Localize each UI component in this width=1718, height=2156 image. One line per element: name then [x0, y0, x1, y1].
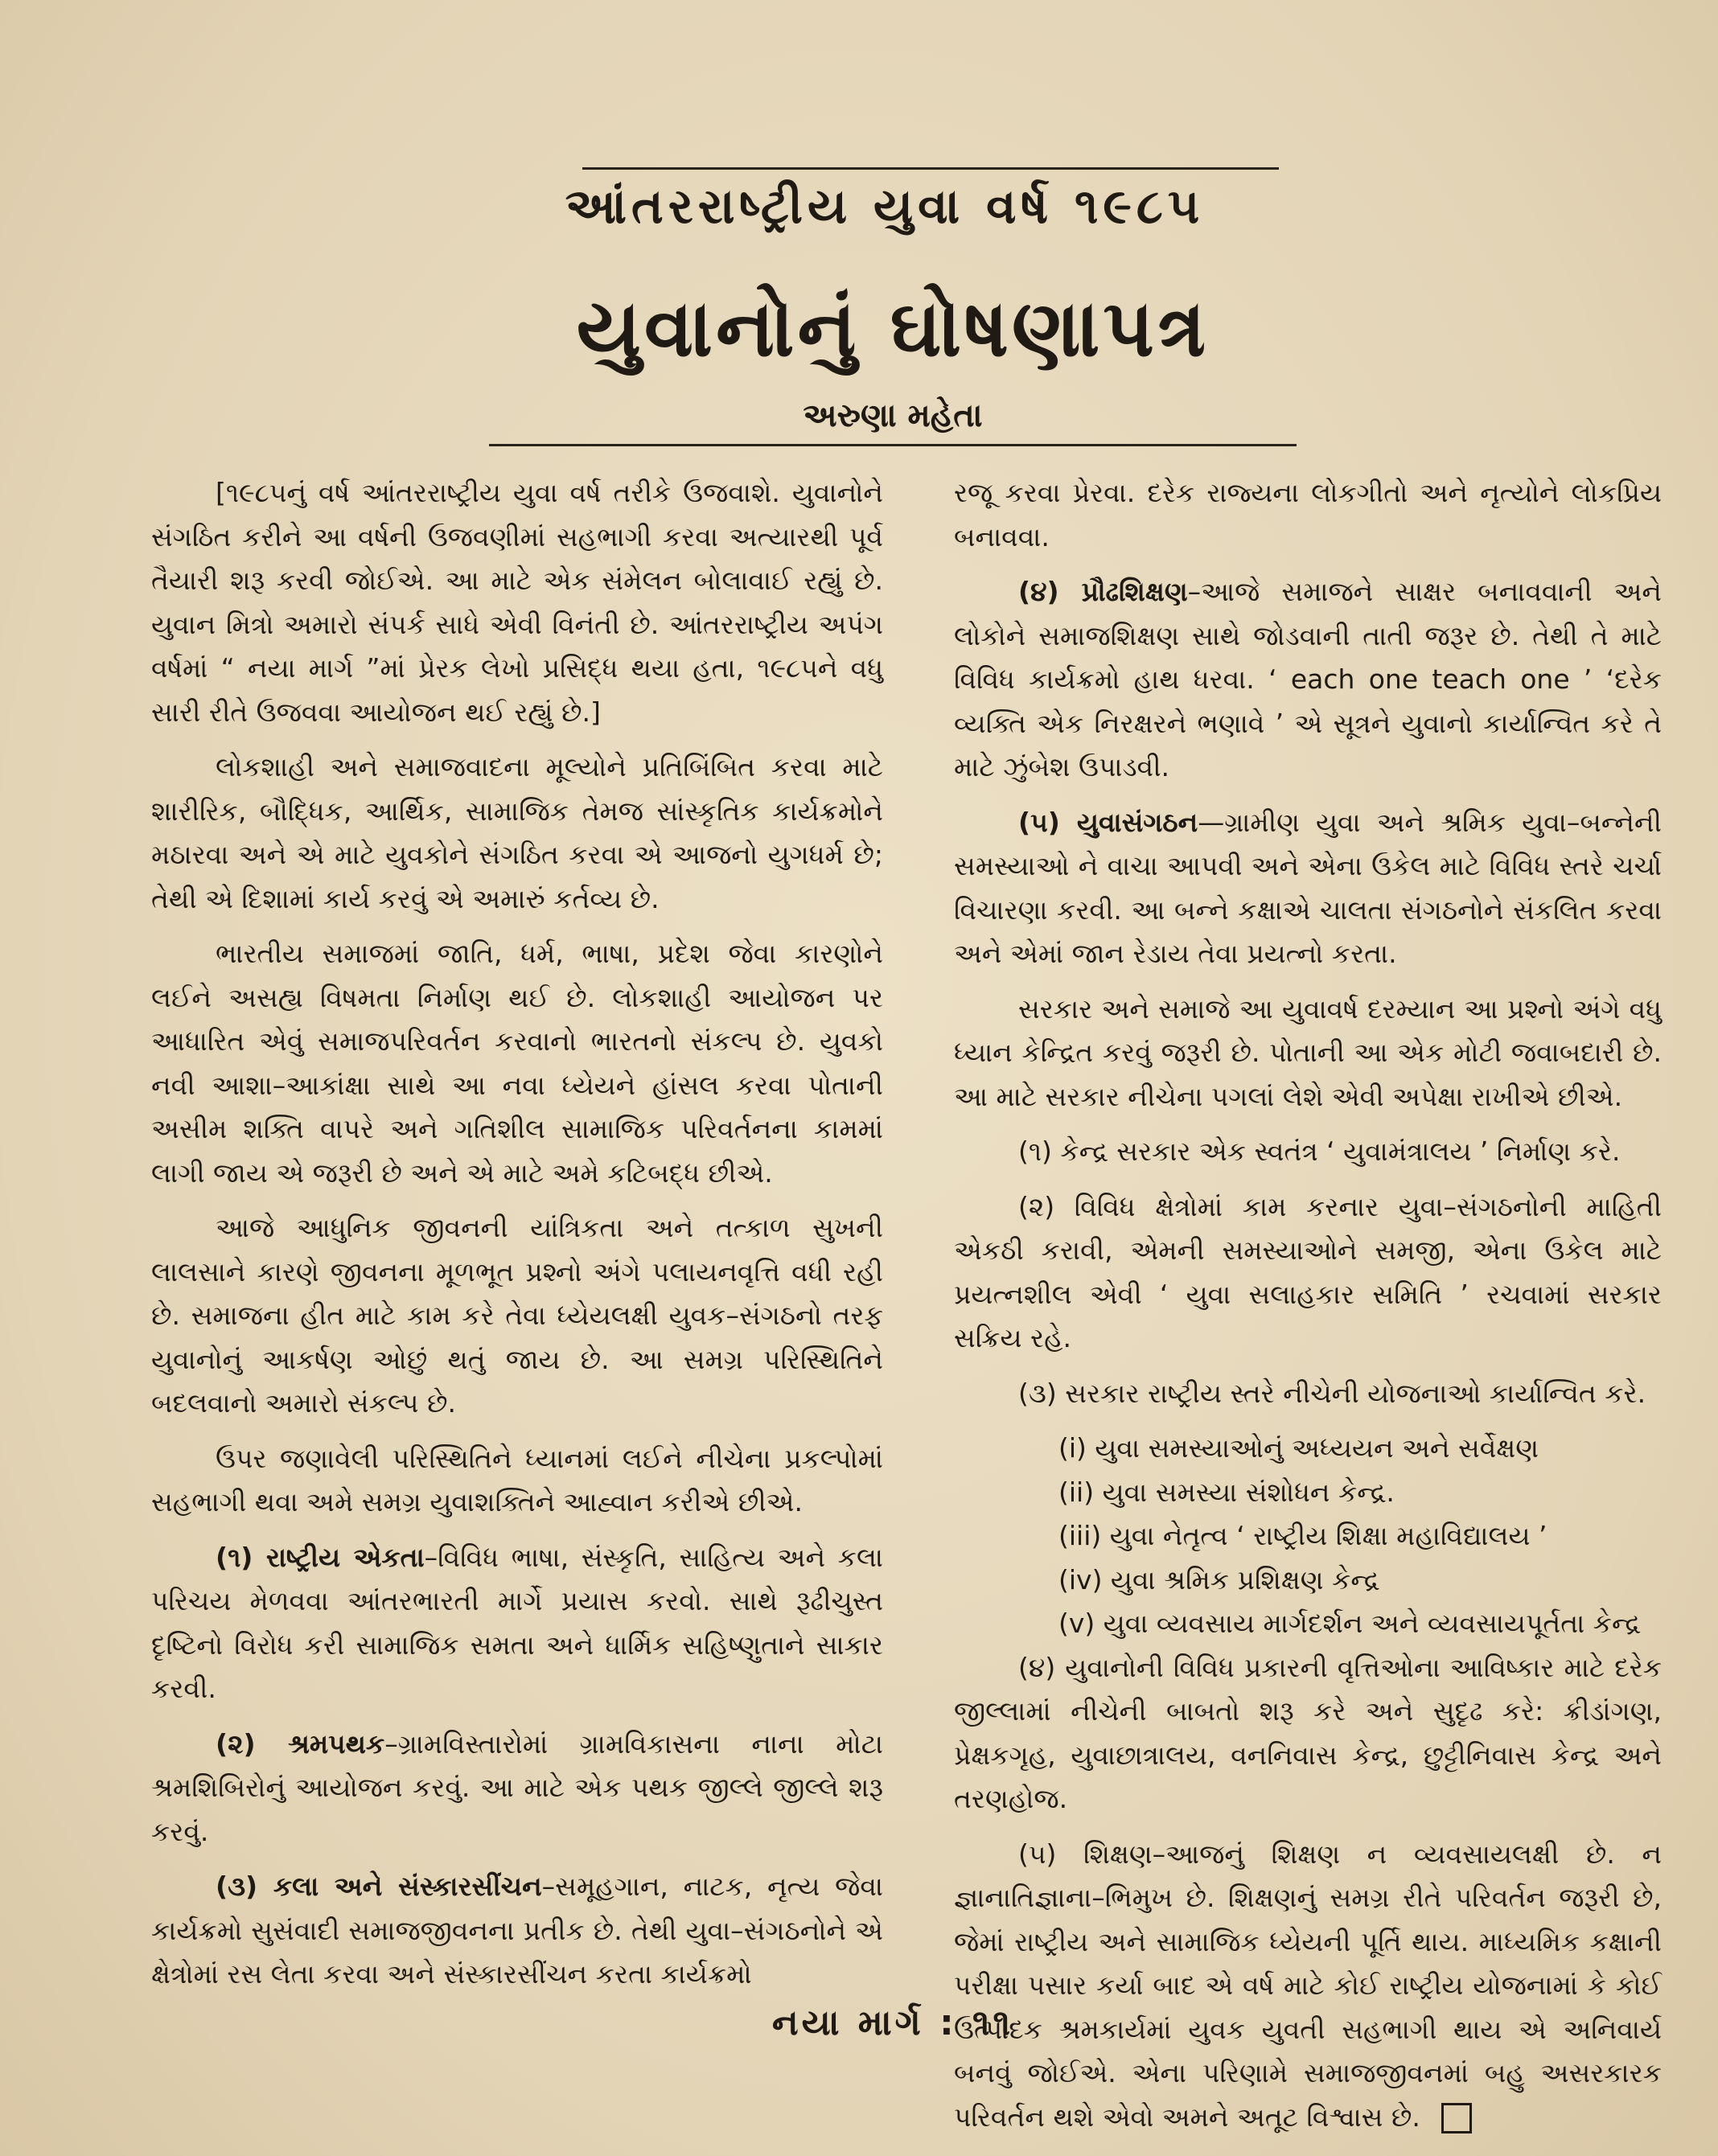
- item-text: –વિવિધ ભાષા, સંસ્કૃતિ, સાહિત્ય અને કલા પરિચય મેળવવા આંતરભારતી માર્ગે પ્રયાસ કરવો. સાથે રૂઢીચુસ્ત દૃષ્ટિનો વિરોધ કરી સામાજિક સમતા અને ધાર્મિક સહિષ્ણુતાને સાકાર કરવી.: [151, 1541, 883, 1704]
- header-bottom-rule: [489, 444, 1297, 446]
- gov-item: (૪) યુવાનોની વિવિધ પ્રકારની વૃત્તિઓના આવિષ્કાર માટે દરેક જીલ્લામાં નીચેની બાબતો શરૂ કરે અને સુદૃઢ કરે: ક્રીડાંગણ, પ્રેક્ષકગૃહ, યુવાછાત્રાલય, વનનિવાસ કેન્દ્ર, છુટ્ટીનિવાસ કેન્દ્ર અને તરણહોજ.: [954, 1651, 1662, 1814]
- item-heading: (૩) કલા અને સંસ્કારસીંચન: [216, 1871, 542, 1902]
- list-item: [954, 801, 1662, 976]
- gov-item-text: (૫) શિક્ષણ–આજનું શિક્ષણ ન વ્યવસાયલક્ષી છે. ન જ્ઞાનાતિજ્ઞાના–ભિમુખ છે. શિક્ષણનું સમગ્ર રીતે પરિવર્તન જરૂરી છે, જેમાં રાષ્ટ્રીય અને સામાજિક ધ્યેયની પૂર્તિ થાય. માધ્યમિક કક્ષાની પરીક્ષા પસાર કર્યા બાદ એ વર્ષ માટે કોઈ રાષ્ટ્રીય યોજનામાં કે કોઈ ઉત્પાદક શ્રમકાર્યમાં યુવક યુવતી સહભાગી થાય એ અનિવાર્ય બનવું જોઈએ. એના પરિણામે સમાજજીવનમાં બહુ અસરકારક પરિવર્તન થશે એવો અમને અતૂટ વિશ્વાસ છે.: [954, 1838, 1662, 2133]
- sub-list-item: (iii) યુવા નેતૃત્વ ‘ રાષ્ટ્રીય શિક્ષા મહાવિદ્યાલય ’: [1058, 1520, 1547, 1551]
- page-footer: નયા માર્ગ : ૧૧: [771, 2002, 1014, 2043]
- left-column: [151, 471, 883, 2008]
- end-mark-icon: [1441, 2103, 1472, 2133]
- gov-item: (૧) કેન્દ્ર સરકાર એક સ્વતંત્ર ‘ યુવામંત્રાલય ’ નિર્માણ કરે.: [1018, 1135, 1621, 1167]
- item-text: –ગ્રામવિસ્તારોમાં ગ્રામવિકાસના નાના મોટા શ્રમશિબિરોનું આયોજન કરવું. આ માટે એક પથક જીલ્લે જીલ્લે શરૂ કરવું.: [151, 1727, 884, 1847]
- item-heading: (૪) પ્રૌઢશિક્ષણ: [1018, 576, 1188, 607]
- paragraph: આજે આધુનિક જીવનની યાંત્રિકતા અને તત્કાળ સુખની લાલસાને કારણે જીવનના મૂળભૂત પ્રશ્નો અંગે પલાયનવૃત્તિ વધી રહી છે. સમાજના હીત માટે કામ કરે તેવા ધ્યેયલક્ષી યુવક–સંગઠનો તરફ યુવાનોનું આકર્ષણ ઓછું થતું જાય છે. આ સમગ્ર પરિસ્થિતિને બદલવાનો અમારો સંકલ્પ છે.: [151, 1212, 883, 1419]
- paragraph: લોકશાહી અને સમાજવાદના મૂલ્યોને પ્રતિબિંબિત કરવા માટે શારીરિક, બૌદ્ધિક, આર્થિક, સામાજિક તેમજ સાંસ્કૃતિક કાર્યક્રમોને મઠારવા અને એ માટે યુવકોને સંગઠિત કરવા એ આજનો યુગધર્મ છે; તેથી એ દિશામાં કાર્ય કરવું એ અમારું કર્તવ્ય છે.: [151, 751, 883, 914]
- article-title: યુવાનોનું ઘોષણાપત્ર: [576, 283, 1210, 375]
- item-text: –સમૂહગાન, નાટક, નૃત્ય જેવા કાર્યક્રમો સુસંવાદી સમાજજીવનના પ્રતીક છે. તેથી યુવા–સંગઠનોને એ ક્ષેત્રોમાં રસ લેતા કરવા અને સંસ્કારસીંચન કરતા કાર્યક્રમો: [151, 1871, 883, 1990]
- intro-note: [૧૯૮૫નું વર્ષ આંતરરાષ્ટ્રીય યુવા વર્ષ તરીકે ઉજવાશે. યુવાનોને સંગઠિત કરીને આ વર્ષની ઉજવણીમાં સહભાગી કરવા અત્યારથી પૂર્વ તૈયારી શરૂ કરવી જોઈએ. આ માટે એક સંમેલન બોલાવાઈ રહ્યું છે. યુવાન મિત્રો અમારો સંપર્ક સાધે એવી વિનંતી છે. આંતરરાષ્ટ્રીય અપંગ વર્ષમાં “ નયા માર્ગ ”માં પ્રેરક લેખો પ્રસિદ્ધ થયા હતા, ૧૯૮૫ને વધુ સારી રીતે ઉજવવા આયોજન થઈ રહ્યું છે.]: [151, 477, 883, 728]
- item-heading: (૧) રાષ્ટ્રીય એકતા: [216, 1541, 425, 1573]
- paragraph: સરકાર અને સમાજે આ યુવાવર્ષ દરમ્યાન આ પ્રશ્નો અંગે વધુ ધ્યાન કેન્દ્રિત કરવું જરૂરી છે. પોતાની આ એક મોટી જવાબદારી છે. આ માટે સરકાર નીચેના પગલાં લેશે એવી અપેક્ષા રાખીએ છીએ.: [954, 992, 1662, 1112]
- right-column: [954, 471, 1662, 2150]
- header-top-rule: [582, 167, 1279, 170]
- list-item: [151, 1723, 883, 1854]
- paragraph-continued: રજૂ કરવા પ્રેરવા. દરેક રાજ્યના લોકગીતો અને નૃત્યોને લોકપ્રિય બનાવવા.: [954, 477, 1662, 552]
- paragraph: ઉપર જણાવેલી પરિસ્થિતિને ધ્યાનમાં લઈને નીચેના પ્રકલ્પોમાં સહભાગી થવા અમે સમગ્ર યુવાશક્તિને આહ્વાન કરીએ છીએ.: [151, 1442, 883, 1517]
- gov-item: (૩) સરકાર રાષ્ટ્રીય સ્તરે નીચેની યોજનાઓ કાર્યાન્વિત કરે.: [1018, 1377, 1646, 1409]
- list-item: [954, 570, 1662, 790]
- sub-list-item: (v) યુવા વ્યવસાય માર્ગદર્શન અને વ્યવસાયપૂર્તતા કેન્દ્ર: [1058, 1608, 1642, 1639]
- item-heading: (૨) શ્રમપથક: [216, 1727, 385, 1760]
- list-item: [151, 1865, 883, 1997]
- sub-list-item: (iv) યુવા શ્રમિક પ્રશિક્ષણ કેન્દ્ર: [1058, 1563, 1380, 1595]
- item-heading: (૫) યુવાસંગઠન: [1018, 806, 1198, 838]
- author-byline: અરુણા મહેતા: [803, 397, 983, 434]
- paragraph: ભારતીય સમાજમાં જાતિ, ધર્મ, ભાષા, પ્રદેશ જેવા કારણોને લઈને અસહ્ય વિષમતા નિર્માણ થઈ છે. લોકશાહી આયોજન પર આધારિત એવું સમાજપરિવર્તન કરવાનો ભારતનો સંકલ્પ છે. યુવકો નવી આશા–આકાંક્ષા સાથે આ નવા ધ્યેયને હાંસલ કરવા પોતાની અસીમ શક્તિ વાપરે અને ગતિશીલ સામાજિક પરિવર્તનના કામમાં લાગી જાય એ જરૂરી છે અને એ માટે અમે કટિબદ્ધ છીએ.: [151, 938, 883, 1189]
- list-item: [151, 1536, 883, 1711]
- sub-list-item: (ii) યુવા સમસ્યા સંશોધન કેન્દ્ર.: [1058, 1476, 1395, 1508]
- sub-list-item: (i) યુવા સમસ્યાઓનું અધ્યયન અને સર્વેક્ષણ: [1058, 1432, 1539, 1464]
- item-text: –આજે સમાજને સાક્ષર બનાવવાની અને લોકોને સમાજશિક્ષણ સાથે જોડવાની તાતી જરૂર છે. તેથી તે માટે વિવિધ કાર્યક્રમો હાથ ધરવા. ‘ each one teach one ’ ‘દરેક વ્યક્તિ એક નિરક્ષરને ભણાવે ’ એ સૂત્રને યુવાનો કાર્યાન્વિત કરે તે માટે ઝુંબેશ ઉપાડવી.: [954, 576, 1663, 782]
- gov-item: [954, 1833, 1662, 2140]
- gov-item: (૨) વિવિધ ક્ષેત્રોમાં કામ કરનાર યુવા–સંગઠનોની માહિતી એકઠી કરાવી, એમની સમસ્યાઓને સમજી, એના ઉકેલ માટે પ્રયત્નશીલ એવી ‘ યુવા સલાહકાર સમિતિ ’ રચવામાં સરકાર સક્રિય રહે.: [954, 1190, 1662, 1353]
- item-text: —ગ્રામીણ યુવા અને શ્રમિક યુવા–બન્નેની સમસ્યાઓ ને વાચા આપવી અને એના ઉકેલ માટે વિવિધ સ્તરે ચર્ચા વિચારણા કરવી. આ બન્ને કક્ષાએ ચાલતા સંગઠનોને સંકલિત કરવા અને એમાં જાન રેડાય તેવા પ્રયત્નો કરતા.: [954, 806, 1662, 969]
- sub-list: [954, 1427, 1662, 1646]
- kicker-heading: આંતરરાષ્ટ્રીય યુવા વર્ષ ૧૯૮૫: [565, 179, 1205, 235]
